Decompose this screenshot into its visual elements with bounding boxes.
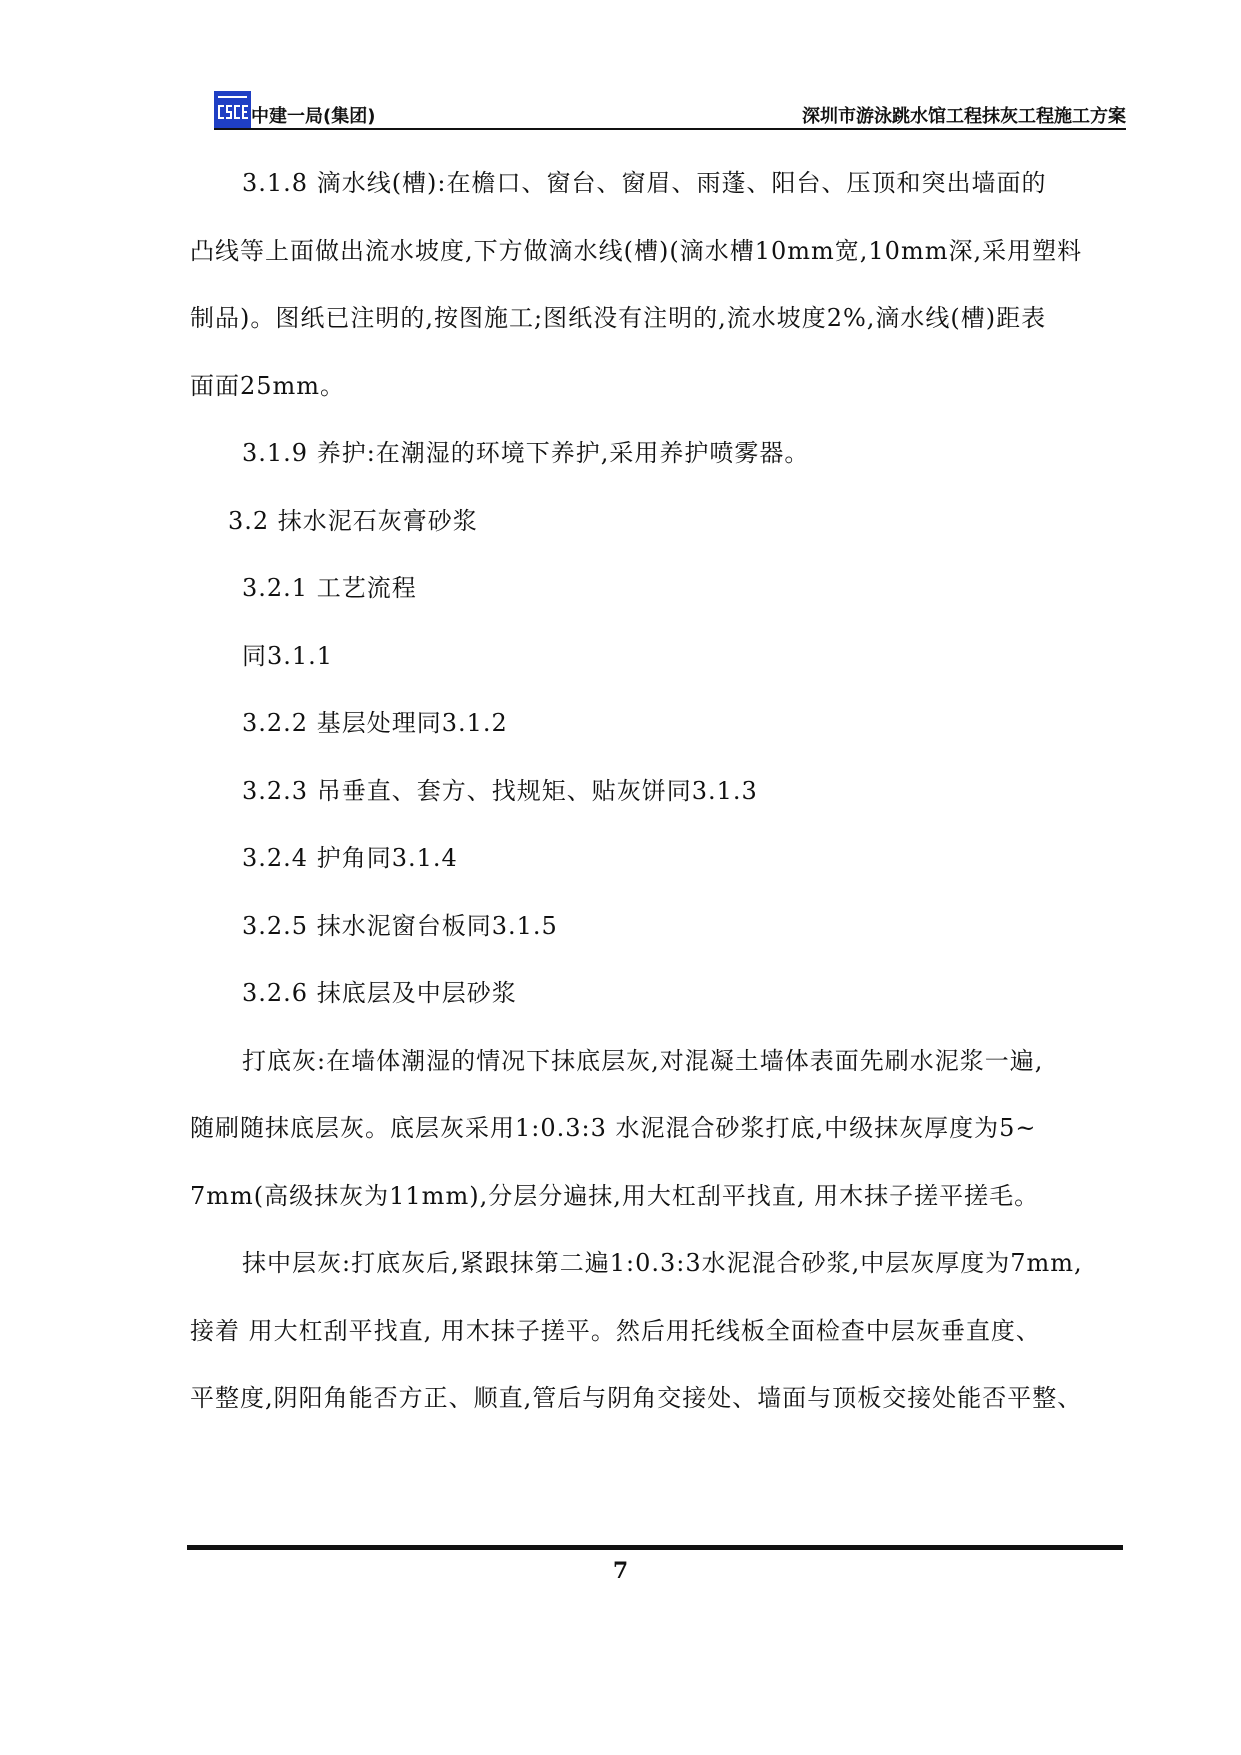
text-line: 随刷随抹底层灰。底层灰采用1:0.3:3 水泥混合砂浆打底,中级抹灰厚度为5~ [190, 1114, 1037, 1142]
subsection-heading: 3.2.1 工艺流程 [242, 574, 417, 602]
text-line: 3.1.8 滴水线(槽):在檐口、窗台、窗眉、雨蓬、阳台、压顶和突出墙面的 [242, 169, 1047, 197]
subsection-heading: 3.2.4 护角同3.1.4 [242, 844, 458, 872]
text-line: 平整度,阴阳角能否方正、顺直,管后与阴角交接处、墙面与顶板交接处能否平整、 [190, 1384, 1083, 1412]
text-line: 接着 用大杠刮平找直, 用木抹子搓平。然后用托线板全面检查中层灰垂直度、 [190, 1316, 1041, 1345]
section-heading: 3.2 抹水泥石灰膏砂浆 [228, 506, 478, 535]
cscec-logo-icon [214, 91, 251, 128]
text-line: 同3.1.1 [242, 641, 334, 670]
document-body [190, 150, 1120, 1433]
subsection-heading: 3.2.3 吊垂直、套方、找规矩、贴灰饼同3.1.3 [242, 776, 758, 805]
logo-graphic [214, 91, 251, 128]
page-number: 7 [612, 1558, 629, 1584]
footer-divider [187, 1545, 1123, 1550]
text-line: 凸线等上面做出流水坡度,下方做滴水线(槽)(滴水槽10mm宽,10mm深,采用塑料 [190, 236, 1083, 265]
text-line: 制品)。图纸已注明的,按图施工;图纸没有注明的,流水坡度2%,滴水线(槽)距表 [190, 304, 1047, 332]
text-line: 抹中层灰:打底灰后,紧跟抹第二遍1:0.3:3水泥混合砂浆,中层灰厚度为7mm, [242, 1249, 1083, 1277]
subsection-heading: 3.2.6 抹底层及中层砂浆 [242, 979, 517, 1007]
text-line: 3.1.9 养护:在潮湿的环境下养护,采用养护喷雾器。 [242, 439, 810, 467]
text-line: 面面25mm。 [190, 371, 346, 400]
text-line: 7mm(高级抹灰为11mm),分层分遍抹,用大杠刮平找直, 用木抹子搓平搓毛。 [190, 1181, 1040, 1210]
page-header [214, 88, 1126, 128]
company-name: 中建一局(集团) [251, 106, 376, 127]
text-line: 打底灰:在墙体潮湿的情况下抹底层灰,对混凝土墙体表面先刷水泥浆一遍, [242, 1046, 1044, 1075]
header-divider [214, 128, 1126, 130]
document-title: 深圳市游泳跳水馆工程抹灰工程施工方案 [802, 106, 1126, 127]
subsection-heading: 3.2.2 基层处理同3.1.2 [242, 709, 508, 737]
subsection-heading: 3.2.5 抹水泥窗台板同3.1.5 [242, 911, 558, 940]
